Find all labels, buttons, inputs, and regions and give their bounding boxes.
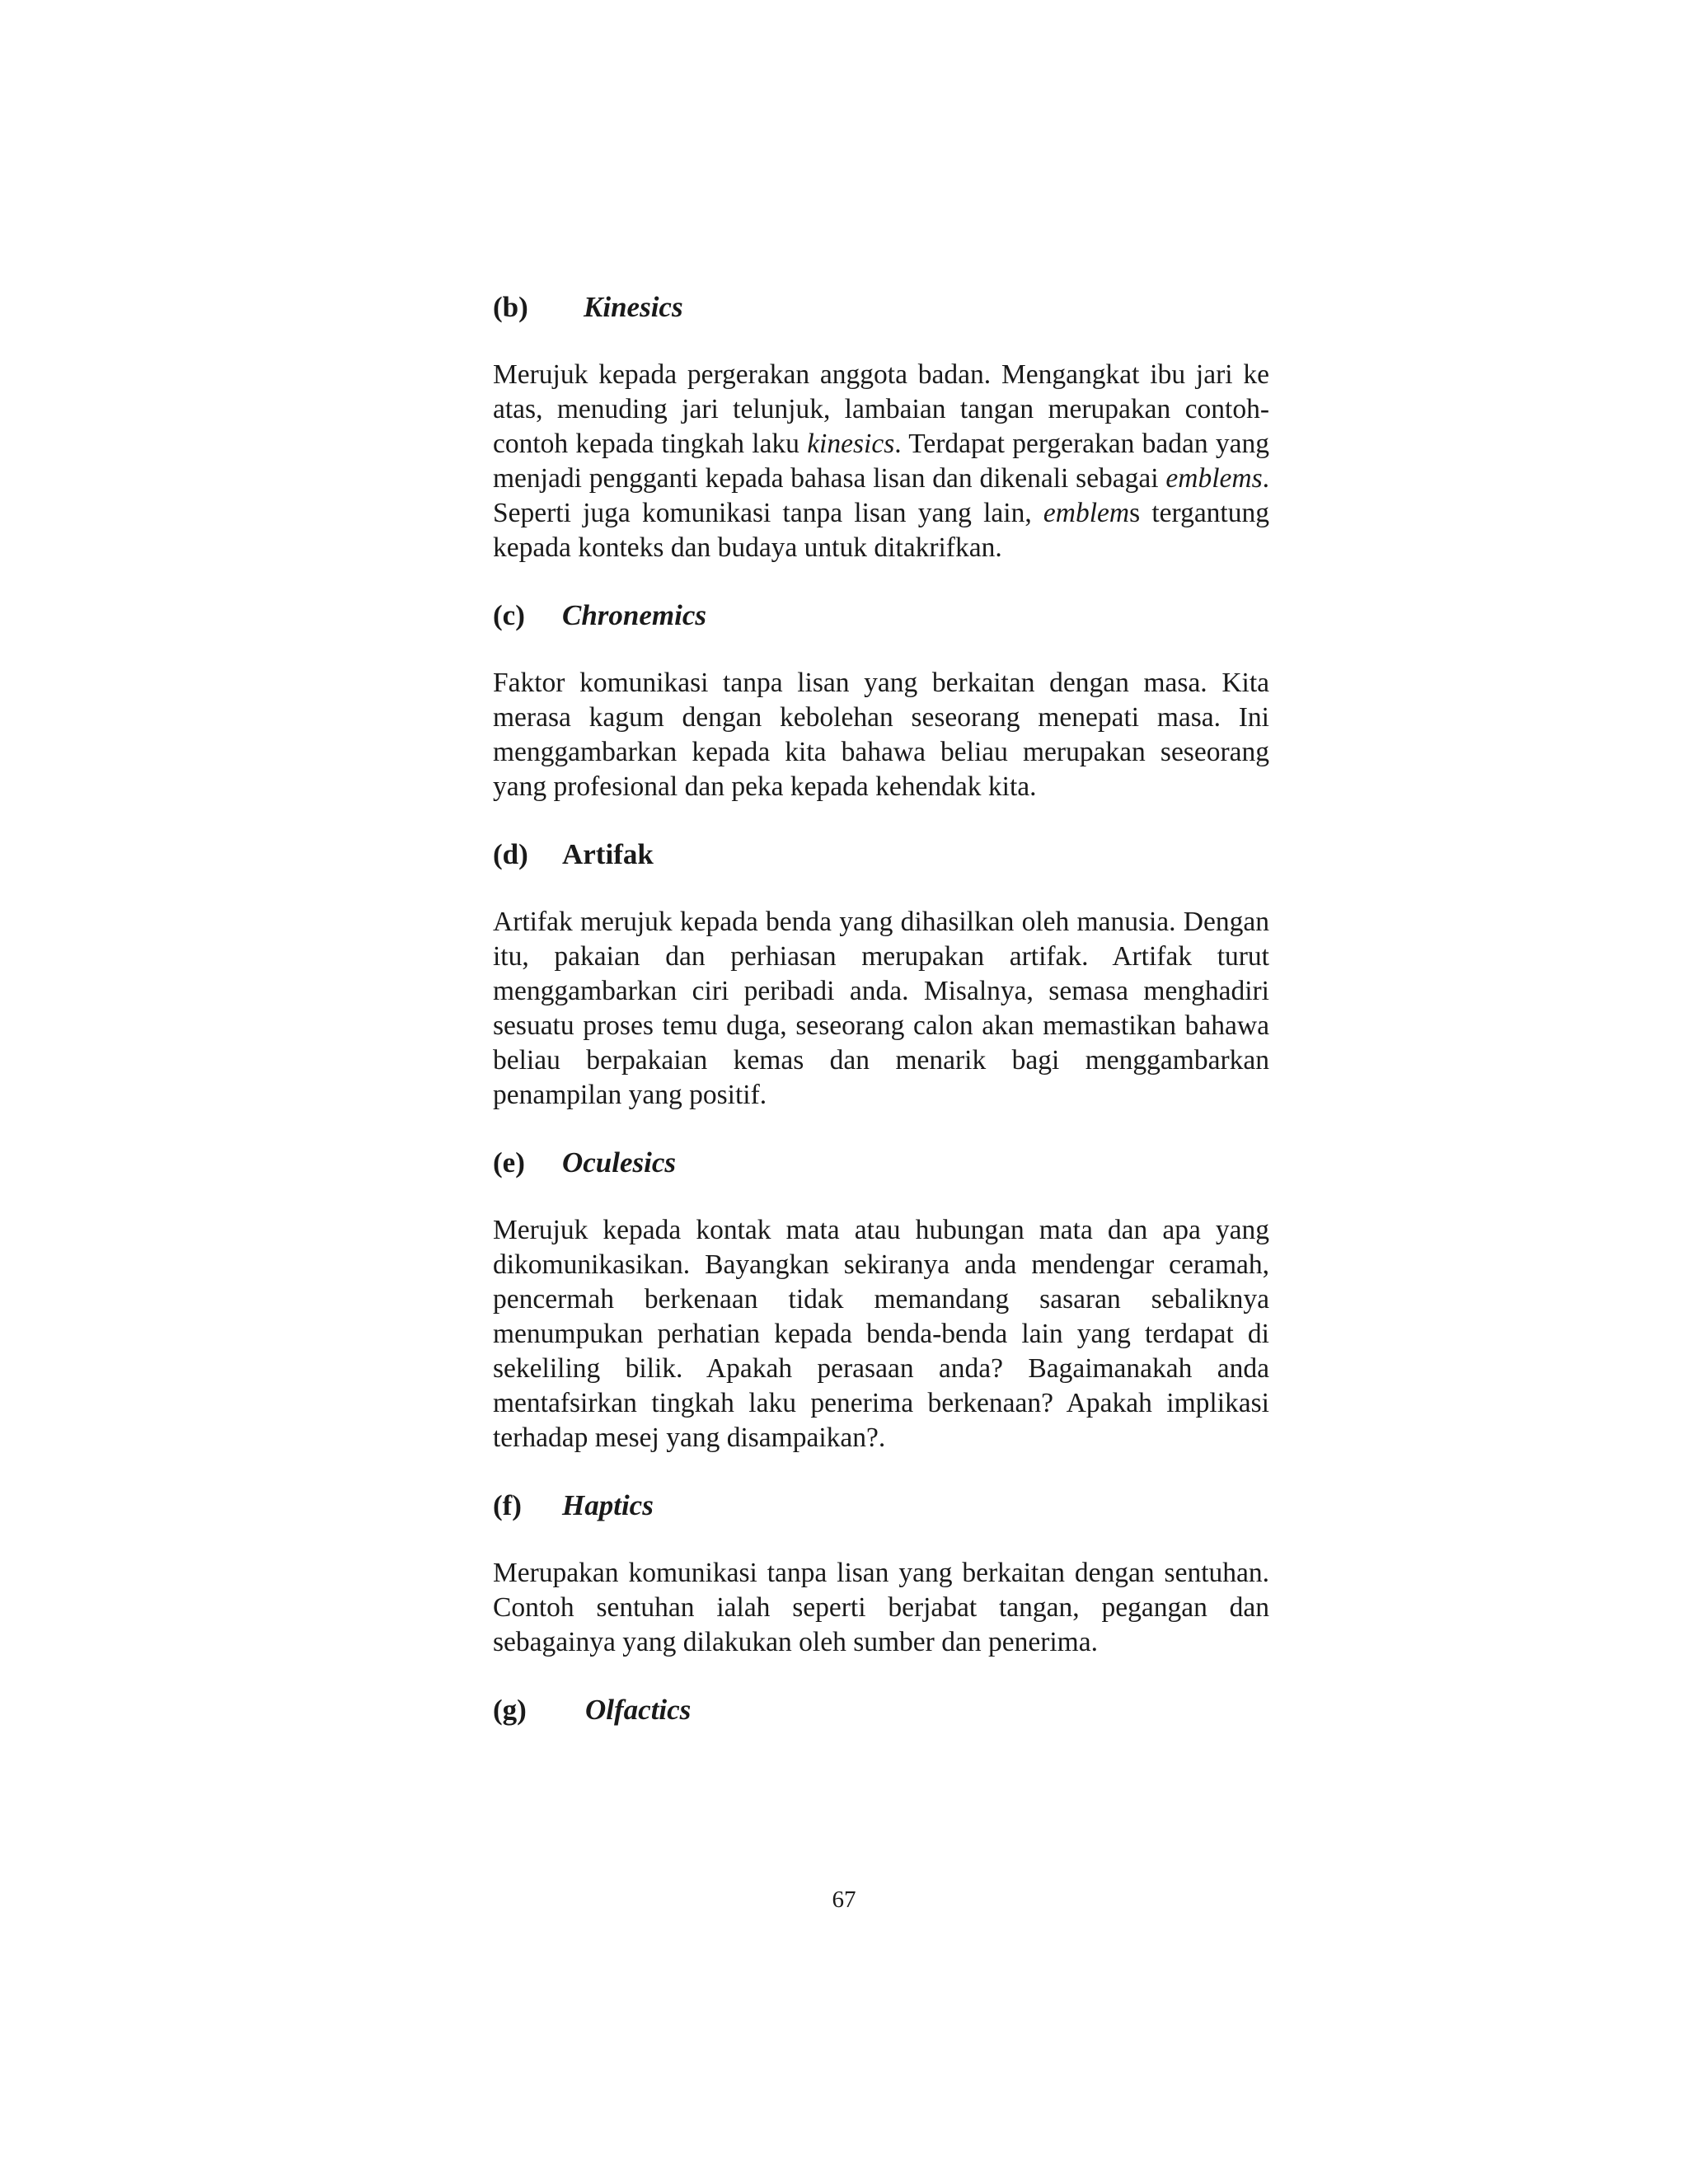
section-title: Kinesics (584, 291, 683, 323)
section-artifak (493, 837, 1269, 1113)
section-kinesics (493, 290, 1269, 565)
section-paragraph (493, 1556, 1269, 1660)
paragraph-text: Faktor komunikasi tanpa lisan yang berkaitan dengan masa. Kita merasa kagum dengan kebolehan seseorang menepati masa. Ini menggambarkan kepada kita bahawa beliau merupakan seseorang yang profesional dan peka kepada kehendak kita. (493, 668, 1269, 802)
page-number: 67 (832, 1886, 856, 1913)
section-number: (c) (493, 599, 525, 631)
section-number: (g) (493, 1694, 527, 1726)
section-heading (493, 837, 1269, 872)
paragraph-italic-term: emblem (1043, 498, 1130, 528)
paragraph-text: Merujuk kepada kontak mata atau hubungan mata dan apa yang dikomunikasikan. Bayangkan sekiranya anda mendengar ceramah, pencermah berkenaan tidak memandang sasaran sebaliknya menumpukan perhatian kepada benda-benda lain yang terdapat di sekeliling bilik. Apakah perasaan anda? Bagaimanakah anda mentafsirkan tingkah laku penerima berkenaan? Apakah implikasi terhadap mesej yang disampaikan?. (493, 1215, 1269, 1453)
paragraph-text: Merujuk kepada pergerakan anggota badan. Mengangkat ibu jari ke atas, menuding jari telunjuk, lambaian tangan merupakan contoh-contoh kepada tingkah laku (493, 359, 1269, 459)
section-number: (d) (493, 838, 528, 870)
section-paragraph (493, 1213, 1269, 1455)
paragraph-text: Artifak merujuk kepada benda yang dihasilkan oleh manusia. Dengan itu, pakaian dan perhiasan merupakan artifak. Artifak turut menggambarkan ciri peribadi anda. Misalnya, semasa menghadiri sesuatu proses temu duga, seseorang calon akan memastikan bahawa beliau berpakaian kemas dan menarik bagi menggambarkan penampilan yang positif. (493, 907, 1269, 1110)
section-heading (493, 1488, 1269, 1523)
section-title: Olfactics (585, 1694, 692, 1726)
section-heading (493, 1693, 1269, 1727)
section-paragraph (493, 905, 1269, 1113)
section-number: (e) (493, 1146, 525, 1179)
section-chronemics (493, 598, 1269, 804)
section-oculesics (493, 1146, 1269, 1455)
section-number: (b) (493, 291, 528, 323)
paragraph-text: . Seperti juga komunikasi tanpa lisan yang lain, (493, 463, 1269, 528)
paragraph-text: s tergantung kepada konteks dan budaya untuk ditakrifkan. (493, 498, 1269, 563)
section-paragraph (493, 358, 1269, 565)
section-title: Haptics (562, 1489, 654, 1521)
section-paragraph (493, 666, 1269, 804)
section-heading (493, 290, 1269, 325)
section-haptics (493, 1488, 1269, 1660)
section-heading (493, 598, 1269, 633)
section-olfactics (493, 1693, 1269, 1727)
paragraph-italic-term: kinesics (807, 429, 895, 459)
paragraph-italic-term: emblems (1165, 463, 1263, 494)
section-number: (f) (493, 1489, 522, 1521)
page-body (493, 290, 1269, 1760)
section-heading (493, 1146, 1269, 1180)
paragraph-text: Merupakan komunikasi tanpa lisan yang berkaitan dengan sentuhan. Contoh sentuhan ialah seperti berjabat tangan, pegangan dan sebagainya yang dilakukan oleh sumber dan penerima. (493, 1558, 1269, 1657)
section-title: Artifak (562, 838, 654, 870)
section-title: Oculesics (562, 1146, 677, 1179)
section-title: Chronemics (562, 599, 707, 631)
paragraph-text: . Terdapat pergerakan badan yang menjadi pengganti kepada bahasa lisan dan dikenali sebagai (493, 429, 1269, 494)
